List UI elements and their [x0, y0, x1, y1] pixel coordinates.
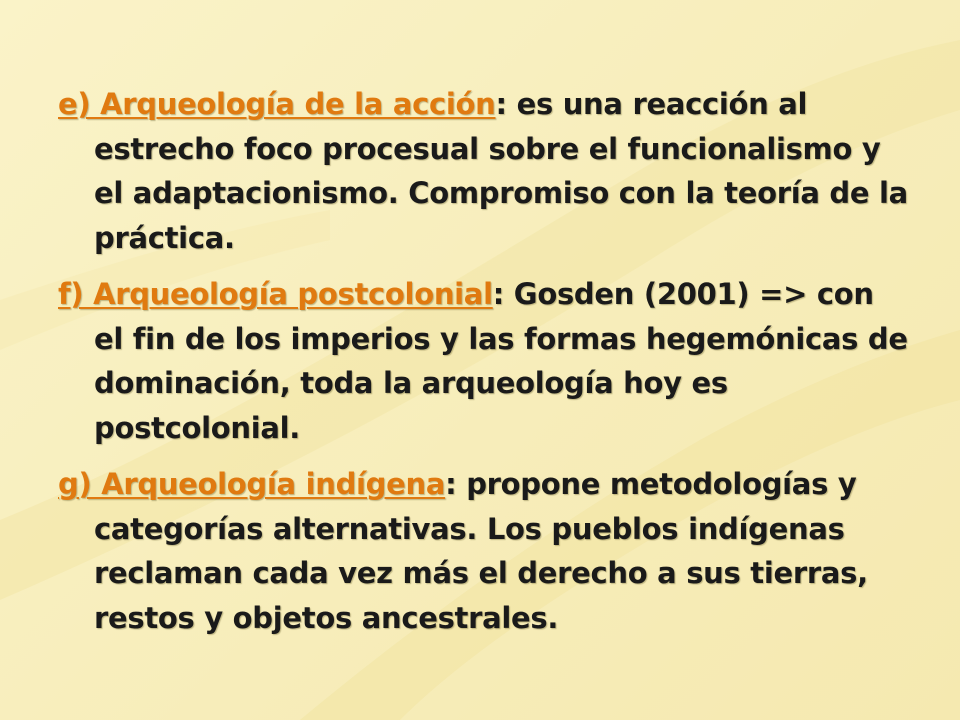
item-text: : propone metodologías y categorías alternativas. Los pueblos indígenas reclaman cada vez más el derecho a sus tierras, restos y objetos ancestrales.: [94, 467, 868, 635]
list-item-arqueologia-indigena: [58, 462, 908, 640]
term-arqueologia-indigena: g) Arqueología indígena: [58, 467, 446, 501]
list-item-arqueologia-postcolonial: [58, 272, 908, 450]
term-arqueologia-accion: e) Arqueología de la acción: [58, 87, 496, 121]
list-item-arqueologia-accion: [58, 82, 908, 260]
item-text: : Gosden (2001) => con el fin de los imperios y las formas hegemónicas de dominación, toda la arqueología hoy es postcolonial.: [94, 277, 908, 445]
item-text: : es una reacción al estrecho foco procesual sobre el funcionalismo y el adaptacionismo. Compromiso con la teoría de la práctica.: [94, 87, 908, 255]
term-arqueologia-postcolonial: f) Arqueología postcolonial: [58, 277, 493, 311]
slide-body: [58, 82, 908, 640]
